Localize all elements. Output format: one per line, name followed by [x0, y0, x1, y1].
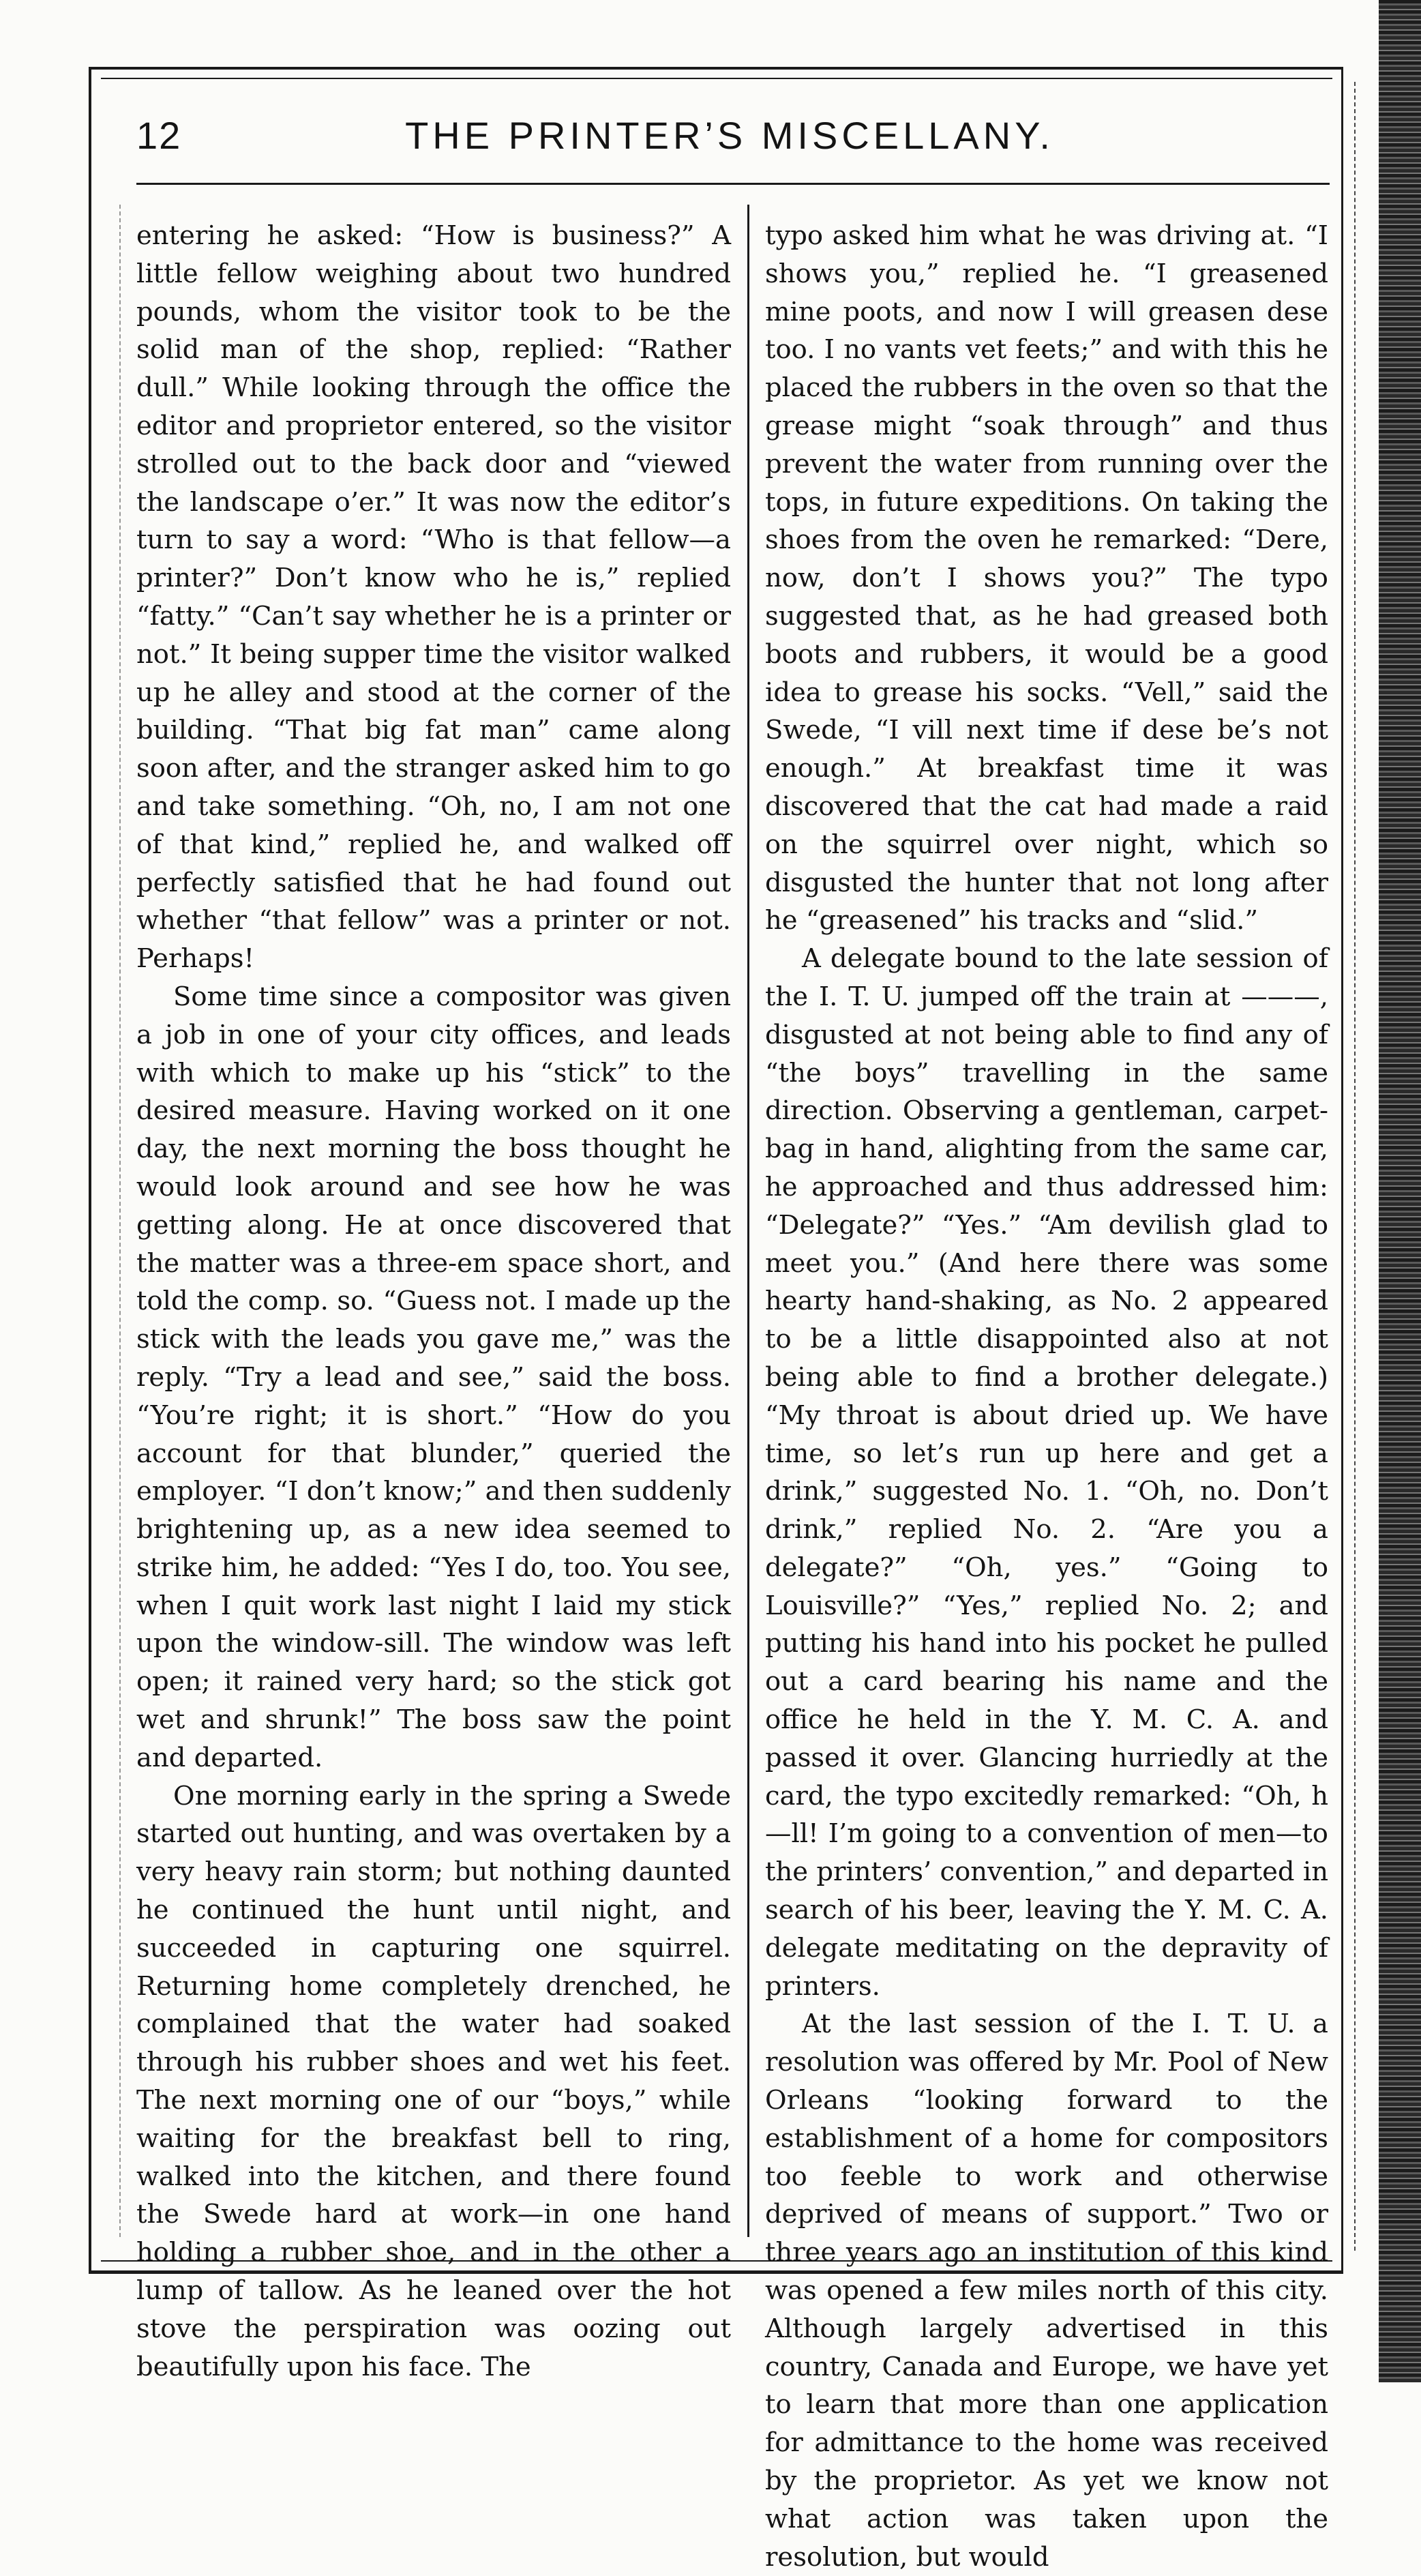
- paragraph: A delegate bound to the late session of the I. T. U. jumped off the train at ———, disgusted at not being able to find any of “the boys” travelling in the same direction. Observing a gentleman, carpet-bag in hand, alighting from the same car, he approached and thus addressed him: “Delegate?” “Yes.” “Am devilish glad to meet you.” (And here there was some hearty hand-shaking, as No. 2 appeared to be a little disappointed also at not being able to find a brother delegate.) “My throat is about dried up. We have time, so let’s run up here and get a drink,” suggested No. 1. “Oh, no. Don’t drink,” replied No. 2. “Are you a delegate?” “Oh, yes.” “Going to Louisville?” “Yes,” replied No. 2; and putting his hand into his pocket he pulled out a card bearing his name and the office he held in the Y. M. C. A. and passed it over. Glancing hurriedly at the card, the typo excitedly remarked: “Oh, h—ll! I’m going to a convention of men—to the printers’ convention,” and departed in search of his beer, leaving the Y. M. C. A. delegate meditating on the depravity of printers.: [765, 943, 1328, 2002]
- paragraph: At the last session of the I. T. U. a resolution was offered by Mr. Pool of New Orleans “looking forward to the establishment of a home for compositors too feeble to work and otherwise deprived of means of support.” Two or three years ago an institution of this kind was opened a few miles north of this city. Although largely advertised in this country, Canada and Europe, we have yet to learn that more than one application for admittance to the home was received by the proprietor. As yet we know not what action was taken upon the resolution, but would: [765, 2009, 1328, 2573]
- column-divider: [747, 205, 749, 2237]
- paragraph: Some time since a compositor was given a job in one of your city offices, and leads with which to make up his “stick” to the desired measure. Having worked on it one day, the next morning the boss thought he would look around and see how he was getting along. He at once discovered that the matter was a three-em space short, and told the comp. so. “Guess not. I made up the stick with the leads you gave me,” was the reply. “Try a lead and see,” said the boss. “You’re right; it is short.” “How do you account for that blunder,” queried the employer. “I don’t know;” and then suddenly brightening up, as a new idea seemed to strike him, he added: “Yes I do, too. You see, when I quit work last night I laid my stick upon the window-sill. The window was left open; it rained very hard; so the stick got wet and shrunk!” The boss saw the point and departed.: [136, 981, 731, 1773]
- left-column: [136, 217, 731, 2382]
- paragraph: typo asked him what he was driving at. “I shows you,” replied he. “I greasened mine poots, and now I will greasen dese too. I no vants vet feets;” and with this he placed the rubbers in the oven so that the grease might “soak through” and thus prevent the water from running over the tops, in future expeditions. On taking the shoes from the oven he remarked: “Dere, now, don’t I shows you?” The typo suggested that, as he had greased both boots and rubbers, it would be a good idea to grease his socks. “Vell,” said the Swede, “I vill next time if dese be’s not enough.” At breakfast time it was discovered that the cat had made a raid on the squirrel over night, which so disgusted the hunter that not long after he “greasened” his tracks and “slid.”: [765, 220, 1328, 936]
- header-rule: [136, 183, 1330, 185]
- right-column: [765, 217, 1328, 2573]
- page-title: THE PRINTER’S MISCELLANY.: [405, 114, 1054, 157]
- scanned-page-edge: [1379, 0, 1421, 2382]
- page-number: 12: [136, 114, 182, 157]
- page-header: [130, 113, 1330, 175]
- paragraph: entering he asked: “How is business?” A little fellow weighing about two hundred pounds, whom the visitor took to be the solid man of the shop, replied: “Rather dull.” While looking through the office the editor and proprietor entered, so the visitor strolled out to the back door and “viewed the landscape o’er.” It was now the editor’s turn to say a word: “Who is that fellow—a printer?” Don’t know who he is,” replied “fatty.” “Can’t say whether he is a printer or not.” It being supper time the visitor walked up he alley and stood at the corner of the building. “That big fat man” came along soon after, and the stranger asked him to go and take something. “Oh, no, I am not one of that kind,” replied he, and walked off perfectly satisfied that he had found out whether “that fellow” was a printer or not. Perhaps!: [136, 220, 731, 975]
- paragraph: One morning early in the spring a Swede started out hunting, and was overtaken by a very heavy rain storm; but nothing daunted he continued the hunt until night, and succeeded in capturing one squirrel. Returning home completely drenched, he complained that the water had soaked through his rubber shoes and wet his feet. The next morning one of our “boys,” while waiting for the breakfast bell to ring, walked into the kitchen, and there found the Swede hard at work—in one hand holding a rubber shoe, and in the other a lump of tallow. As he leaned over the hot stove the perspiration was oozing out beautifully upon his face. The: [136, 1780, 731, 2382]
- right-margin-marks: [1354, 82, 1361, 2251]
